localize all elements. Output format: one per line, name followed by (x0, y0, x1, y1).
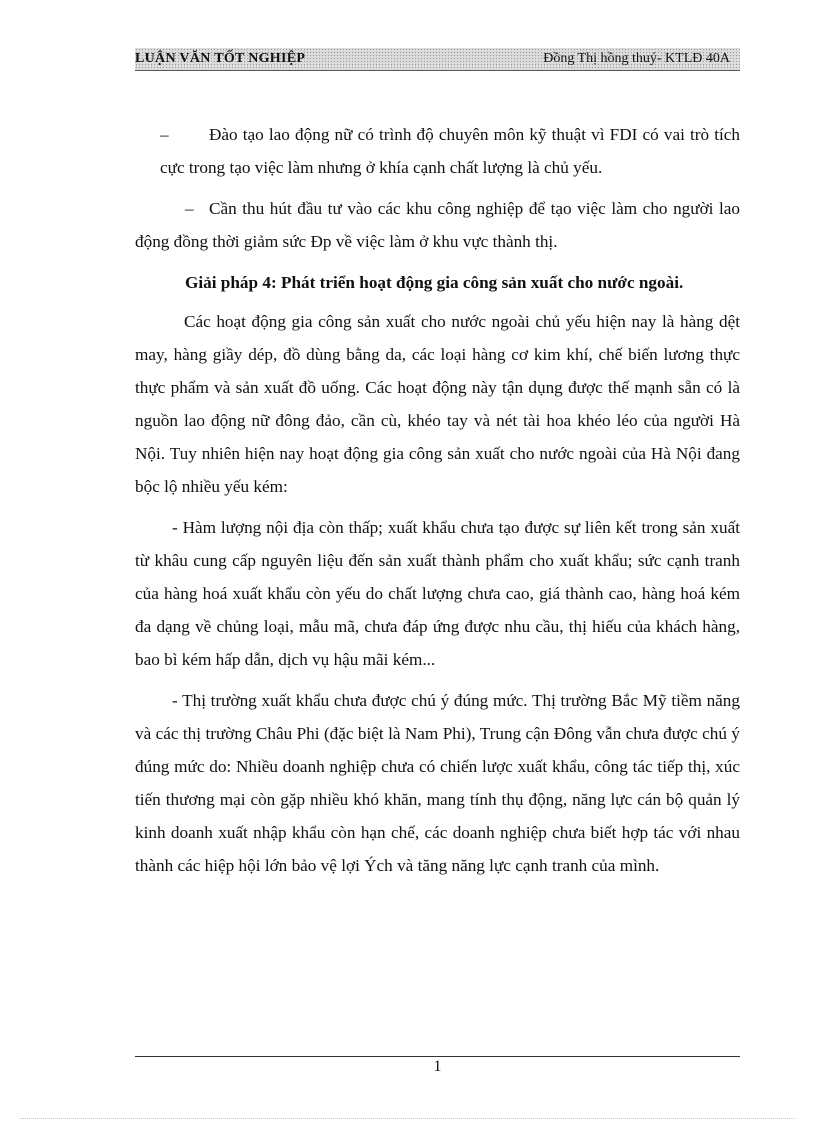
paragraph: - Thị trường xuất khẩu chưa được chú ý đúng mức. Thị trường Bắc Mỹ tiềm năng và các thị trường Châu Phi (đặc biệt là Nam Phi), Trung cận Đông vẫn chưa được chú ý đúng mức do: Nhiều doanh nghiệp chưa có chiến lược xuất khẩu, công tác tiếp thị, xúc tiến thương mại còn gặp nhiều khó khăn, mang tính thụ động, năng lực cán bộ quản lý kinh doanh xuất nhập khẩu còn hạn chế, các doanh nghiệp chưa biết hợp tác với nhau thành các hiệp hội lớn bảo vệ lợi Ých và tăng năng lực cạnh tranh của mình. (135, 691, 740, 875)
paragraph: - Hàm lượng nội địa còn thấp; xuất khẩu chưa tạo được sự liên kết trong sản xuất từ khâu cung cấp nguyên liệu đến sản xuất thành phẩm cho xuất khẩu; sức cạnh tranh của hàng hoá xuất khẩu còn yếu do chất lượng chưa cao, giá thành cao, hàng hoá kém đa dạng về chủng loại, mẫu mã, chưa đáp ứng được nhu cầu, thị hiếu của khách hàng, bao bì kém hấp dẫn, dịch vụ hậu mãi kém... (135, 518, 740, 669)
footer-divider (135, 1056, 740, 1057)
page-edge-dots (20, 1118, 796, 1119)
header-author: Đồng Thị hồng thuý- KTLĐ 40A (543, 51, 730, 66)
bullet-dash: – (185, 199, 194, 218)
bullet-item (160, 118, 740, 184)
paragraph: Các hoạt động gia công sản xuất cho nước ngoài chủ yếu hiện nay là hàng dệt may, hàng giầy dép, đồ dùng bằng da, các loại hàng cơ kim khí, chế biến lương thực thực phẩm và sản xuất đồ uống. Các hoạt động này tận dụng được thế mạnh sẵn có là nguồn lao động nữ đông đảo, cần cù, khéo tay và nét tài hoa khéo léo của người Hà Nội. Tuy nhiên hiện nay hoạt động gia công sản xuất cho nước ngoài của Hà Nội đang bộc lộ nhiều yếu kém: (135, 312, 740, 496)
bullet-item (135, 192, 740, 258)
bullet-dash: – (160, 125, 169, 144)
running-header (135, 48, 740, 71)
bullet-text: Đào tạo lao động nữ có trình độ chuyên môn kỹ thuật vì FDI có vai trò tích cực trong tạo việc làm nhưng ở khía cạnh chất lượng là chủ yếu. (160, 125, 740, 177)
bullet-text: Cần thu hút đầu tư vào các khu công nghiệp để tạo việc làm cho người lao động đồng thời giảm sức Ðp về việc làm ở khu vực thành thị. (135, 199, 740, 251)
page-number: 1 (433, 1058, 442, 1075)
header-title: LUẬN VĂN TỐT NGHIỆP (135, 51, 306, 66)
document-body (135, 118, 740, 890)
section-heading: Giải pháp 4: Phát triển hoạt động gia công sản xuất cho nước ngoài. (185, 273, 684, 292)
